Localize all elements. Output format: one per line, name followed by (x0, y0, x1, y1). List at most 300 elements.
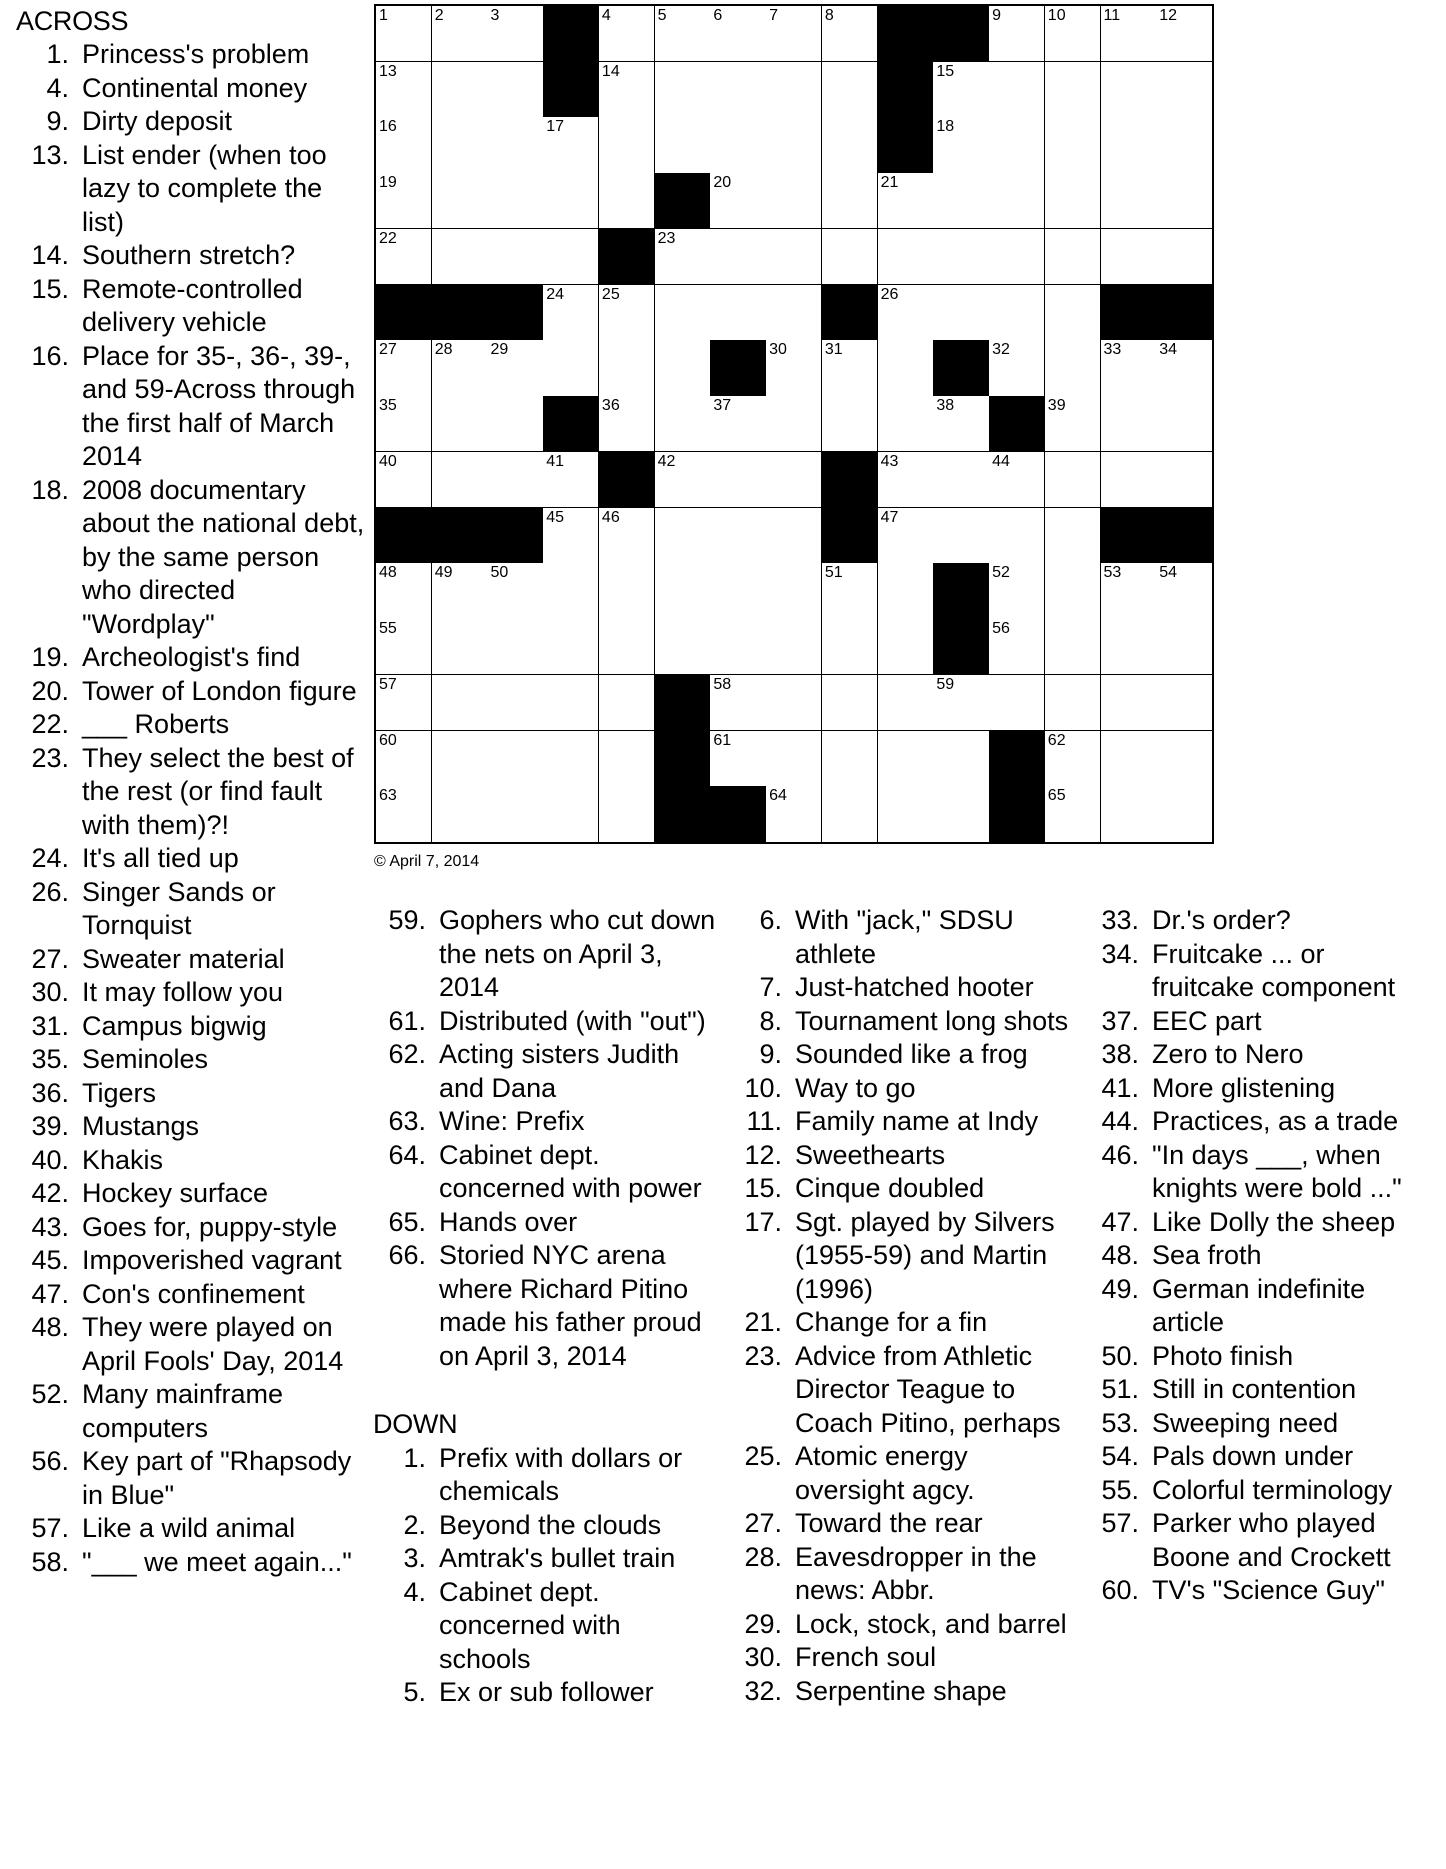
grid-cell[interactable] (989, 508, 1045, 564)
grid-cell[interactable] (822, 619, 878, 675)
grid-cell[interactable] (1045, 396, 1101, 452)
grid-cell[interactable] (1156, 229, 1212, 285)
clue-item (1097, 1139, 1432, 1206)
grid-cell[interactable] (487, 6, 543, 62)
grid-cell[interactable] (376, 396, 432, 452)
clue-item (740, 1206, 1080, 1307)
grid-cell[interactable] (655, 117, 711, 173)
clue-text: "In days ___, when knights were bold ..." (1152, 1139, 1402, 1203)
grid-cell[interactable] (710, 675, 766, 731)
grid-cell[interactable] (1101, 340, 1157, 396)
grid-cell[interactable] (376, 229, 432, 285)
clue-item (1097, 1440, 1432, 1474)
clue-number: 26. (31, 876, 69, 907)
grid-cell[interactable] (1045, 229, 1101, 285)
clue-text: Parker who played Boone and Crockett (1152, 1508, 1391, 1572)
grid-cell[interactable] (655, 285, 711, 341)
grid-cell[interactable] (1156, 62, 1212, 118)
grid-cell[interactable] (989, 340, 1045, 396)
grid-cell[interactable] (543, 173, 599, 229)
clue-number: 4. (403, 1576, 426, 1607)
clue-number: 50. (1101, 1340, 1139, 1371)
grid-cell[interactable] (710, 563, 766, 619)
cell-number: 4 (601, 7, 611, 24)
grid-cell[interactable] (878, 563, 934, 619)
clue-item (16, 1144, 366, 1178)
grid-cell[interactable] (1101, 396, 1157, 452)
grid-cell[interactable] (599, 731, 655, 787)
clue-text: List ender (when too lazy to complete the list) (82, 139, 327, 237)
grid-cell[interactable] (599, 285, 655, 341)
grid-cell[interactable] (878, 786, 934, 842)
clue-item (1097, 1239, 1432, 1273)
grid-block (655, 675, 711, 731)
clue-number: 18. (31, 474, 69, 505)
clue-item (16, 876, 366, 943)
clue-number: 57. (31, 1513, 69, 1543)
grid-cell[interactable] (432, 117, 488, 173)
clue-number: 6. (759, 905, 782, 935)
grid-cell[interactable] (878, 508, 934, 564)
cell-number: 58 (713, 675, 732, 693)
clue-text: It's all tied up (82, 843, 239, 873)
clue-number: 65. (388, 1206, 426, 1237)
cell-number: 53 (1103, 564, 1122, 582)
clue-text: TV's "Science Guy" (1152, 1575, 1385, 1605)
grid-cell[interactable] (543, 508, 599, 564)
grid-cell[interactable] (487, 619, 543, 675)
grid-cell[interactable] (1156, 6, 1212, 62)
grid-cell[interactable] (1156, 731, 1212, 787)
grid-cell[interactable] (878, 619, 934, 675)
grid-cell[interactable] (487, 173, 543, 229)
grid-cell[interactable] (822, 229, 878, 285)
clue-text: Gophers who cut down the nets on April 3, 2014 (439, 905, 716, 1002)
clue-number: 27. (31, 943, 69, 974)
grid-cell[interactable] (432, 6, 488, 62)
clue-number: 15. (31, 273, 69, 304)
grid-cell[interactable] (543, 452, 599, 508)
grid-cell[interactable] (432, 396, 488, 452)
grid-cell[interactable] (655, 340, 711, 396)
clue-text: Lock, stock, and barrel (795, 1608, 1067, 1639)
grid-cell[interactable] (1101, 117, 1157, 173)
grid-cell[interactable] (933, 229, 989, 285)
grid-cell[interactable] (599, 786, 655, 842)
grid-cell[interactable] (376, 563, 432, 619)
clue-number: 21. (744, 1307, 782, 1337)
grid-block (933, 563, 989, 619)
grid-cell[interactable] (543, 731, 599, 787)
clue-item (16, 943, 366, 977)
grid-cell[interactable] (710, 229, 766, 285)
clue-number: 52. (31, 1379, 69, 1409)
grid-cell[interactable] (1045, 452, 1101, 508)
grid-cell[interactable] (599, 396, 655, 452)
grid-cell[interactable] (1045, 285, 1101, 341)
grid-cell[interactable] (933, 62, 989, 118)
clue-number: 42. (31, 1178, 69, 1208)
grid-cell[interactable] (599, 6, 655, 62)
clue-item (740, 971, 1080, 1005)
clue-item (16, 139, 366, 240)
clue-number: 22. (31, 709, 69, 739)
grid-cell[interactable] (766, 173, 822, 229)
clue-text: Key part of "Rhapsody in Blue" (82, 1446, 352, 1510)
grid-cell[interactable] (989, 675, 1045, 731)
grid-cell[interactable] (1101, 62, 1157, 118)
grid-cell[interactable] (1156, 396, 1212, 452)
grid-cell[interactable] (487, 675, 543, 731)
grid-cell[interactable] (710, 508, 766, 564)
cell-number: 54 (1159, 564, 1178, 582)
clue-text: Family name at Indy (795, 1106, 1039, 1136)
grid-cell[interactable] (1045, 340, 1101, 396)
clue-text: Sweater material (82, 943, 285, 974)
grid-cell[interactable] (1045, 563, 1101, 619)
clue-number: 27. (744, 1508, 782, 1538)
clue-text: Photo finish (1152, 1340, 1294, 1371)
grid-cell[interactable] (655, 563, 711, 619)
clue-item (740, 904, 1080, 971)
grid-cell[interactable] (1045, 786, 1101, 842)
grid-cell[interactable] (432, 731, 488, 787)
grid-cell[interactable] (1045, 6, 1101, 62)
clue-number: 34. (1101, 938, 1139, 969)
grid-cell[interactable] (710, 619, 766, 675)
grid-cell[interactable] (487, 229, 543, 285)
grid-cell[interactable] (933, 173, 989, 229)
grid-cell[interactable] (766, 117, 822, 173)
clue-text: Con's confinement (82, 1278, 305, 1309)
cell-number: 37 (713, 397, 732, 415)
cell-number: 26 (880, 285, 899, 303)
cell-number: 34 (1159, 341, 1178, 359)
grid-cell[interactable] (432, 452, 488, 508)
grid-cell[interactable] (1101, 6, 1157, 62)
grid-cell[interactable] (376, 675, 432, 731)
grid-cell[interactable] (599, 117, 655, 173)
clue-number: 13. (31, 139, 69, 170)
down-clues-column-2 (740, 904, 1080, 1708)
crossword-grid[interactable] (374, 4, 1214, 844)
grid-cell[interactable] (655, 396, 711, 452)
clue-number: 56. (31, 1446, 69, 1476)
clue-number: 58. (31, 1546, 69, 1577)
grid-cell[interactable] (599, 563, 655, 619)
grid-cell[interactable] (1156, 619, 1212, 675)
grid-cell[interactable] (989, 563, 1045, 619)
grid-cell[interactable] (822, 396, 878, 452)
clue-item (1097, 904, 1432, 938)
grid-cell[interactable] (766, 229, 822, 285)
grid-cell[interactable] (878, 396, 934, 452)
grid-cell[interactable] (487, 62, 543, 118)
grid-cell[interactable] (432, 340, 488, 396)
grid-cell[interactable] (376, 173, 432, 229)
grid-cell[interactable] (878, 731, 934, 787)
grid-cell[interactable] (822, 117, 878, 173)
clue-number: 19. (31, 642, 69, 672)
grid-cell[interactable] (655, 62, 711, 118)
clue-text: Sweeping need (1152, 1407, 1339, 1438)
grid-cell[interactable] (1101, 452, 1157, 508)
grid-cell[interactable] (432, 619, 488, 675)
grid-cell[interactable] (1156, 563, 1212, 619)
grid-cell[interactable] (822, 786, 878, 842)
clue-number: 8. (759, 1005, 782, 1036)
grid-cell[interactable] (1101, 786, 1157, 842)
grid-block (822, 508, 878, 564)
grid-cell[interactable] (989, 62, 1045, 118)
grid-cell[interactable] (487, 117, 543, 173)
grid-cell[interactable] (822, 6, 878, 62)
grid-cell[interactable] (766, 619, 822, 675)
grid-cell[interactable] (432, 563, 488, 619)
grid-cell[interactable] (933, 786, 989, 842)
clue-number: 55. (1101, 1474, 1139, 1505)
grid-block (878, 117, 934, 173)
grid-cell[interactable] (1156, 173, 1212, 229)
clue-number: 23. (744, 1340, 782, 1371)
clue-text: Impoverished vagrant (82, 1245, 342, 1275)
grid-cell[interactable] (822, 173, 878, 229)
grid-cell[interactable] (655, 508, 711, 564)
grid-cell[interactable] (655, 452, 711, 508)
grid-cell[interactable] (1045, 117, 1101, 173)
clue-text: German indefinite article (1152, 1273, 1366, 1337)
grid-cell[interactable] (933, 452, 989, 508)
grid-cell[interactable] (432, 173, 488, 229)
cell-number: 20 (713, 174, 732, 192)
grid-cell[interactable] (1101, 229, 1157, 285)
grid-cell[interactable] (432, 675, 488, 731)
clue-number: 1. (46, 39, 69, 69)
cell-number: 47 (880, 508, 899, 526)
grid-cell[interactable] (655, 619, 711, 675)
grid-block (933, 6, 989, 62)
clue-text: Remote-controlled delivery vehicle (82, 273, 303, 337)
grid-cell[interactable] (599, 619, 655, 675)
grid-cell[interactable] (432, 786, 488, 842)
clue-item (373, 904, 718, 1005)
grid-cell[interactable] (710, 6, 766, 62)
clue-item (740, 1005, 1080, 1039)
clue-text: Cabinet dept. concerned with schools (439, 1576, 621, 1674)
grid-cell[interactable] (487, 340, 543, 396)
clue-text: Advice from Athletic Director Teague to Coach Pitino, perhaps (795, 1340, 1061, 1438)
cell-number: 7 (769, 7, 779, 24)
grid-cell[interactable] (933, 396, 989, 452)
grid-cell[interactable] (376, 619, 432, 675)
grid-cell[interactable] (989, 285, 1045, 341)
clue-item (740, 1641, 1080, 1675)
grid-cell[interactable] (599, 508, 655, 564)
clue-number: 54. (1101, 1441, 1139, 1471)
grid-cell[interactable] (878, 173, 934, 229)
grid-cell[interactable] (432, 229, 488, 285)
grid-cell[interactable] (1045, 731, 1101, 787)
grid-cell[interactable] (822, 731, 878, 787)
grid-cell[interactable] (710, 117, 766, 173)
grid-cell[interactable] (1045, 508, 1101, 564)
clue-number: 40. (31, 1144, 69, 1175)
grid-cell[interactable] (487, 563, 543, 619)
grid-cell[interactable] (710, 396, 766, 452)
clue-number: 31. (31, 1010, 69, 1041)
grid-cell[interactable] (543, 563, 599, 619)
clue-text: Wine: Prefix (439, 1106, 585, 1136)
grid-cell[interactable] (822, 563, 878, 619)
clue-text: Toward the rear (795, 1508, 983, 1538)
clue-text: Khakis (82, 1144, 164, 1175)
grid-cell[interactable] (822, 340, 878, 396)
grid-cell[interactable] (878, 340, 934, 396)
grid-cell[interactable] (766, 340, 822, 396)
cell-number: 45 (546, 508, 564, 526)
clue-text: Way to go (795, 1072, 916, 1103)
grid-cell[interactable] (766, 563, 822, 619)
clue-item (1097, 1407, 1432, 1441)
grid-cell[interactable] (766, 62, 822, 118)
grid-cell[interactable] (599, 62, 655, 118)
grid-cell[interactable] (989, 173, 1045, 229)
clue-item (16, 72, 366, 106)
grid-cell[interactable] (766, 6, 822, 62)
cell-number: 49 (434, 564, 453, 582)
grid-cell[interactable] (1045, 619, 1101, 675)
cell-number: 55 (379, 620, 397, 638)
grid-cell[interactable] (766, 786, 822, 842)
grid-cell[interactable] (933, 508, 989, 564)
grid-cell[interactable] (933, 675, 989, 731)
clue-item (373, 1542, 718, 1576)
grid-cell[interactable] (822, 62, 878, 118)
grid-block (655, 173, 711, 229)
clue-number: 11. (746, 1106, 782, 1136)
grid-cell[interactable] (655, 229, 711, 285)
grid-cell[interactable] (766, 508, 822, 564)
grid-cell[interactable] (710, 452, 766, 508)
grid-cell[interactable] (766, 731, 822, 787)
grid-cell[interactable] (376, 62, 432, 118)
grid-cell[interactable] (1156, 340, 1212, 396)
grid-cell[interactable] (1045, 62, 1101, 118)
grid-cell[interactable] (599, 340, 655, 396)
cell-number: 61 (713, 731, 732, 749)
grid-cell[interactable] (1101, 675, 1157, 731)
grid-cell[interactable] (933, 285, 989, 341)
cell-number: 10 (1047, 7, 1066, 24)
clue-number: 4. (46, 72, 69, 103)
grid-cell[interactable] (1101, 173, 1157, 229)
grid-cell[interactable] (543, 786, 599, 842)
clue-text: Hockey surface (82, 1178, 269, 1208)
grid-cell[interactable] (989, 452, 1045, 508)
grid-cell[interactable] (710, 731, 766, 787)
clue-item (373, 1509, 718, 1543)
grid-cell[interactable] (599, 675, 655, 731)
grid-cell[interactable] (543, 229, 599, 285)
grid-cell[interactable] (655, 6, 711, 62)
clue-item (16, 1546, 366, 1580)
grid-cell[interactable] (599, 173, 655, 229)
grid-cell[interactable] (710, 173, 766, 229)
clue-number: 51. (1101, 1374, 1139, 1404)
grid-cell[interactable] (989, 117, 1045, 173)
grid-cell[interactable] (1156, 675, 1212, 731)
grid-cell[interactable] (766, 285, 822, 341)
grid-cell[interactable] (766, 452, 822, 508)
grid-cell[interactable] (766, 396, 822, 452)
cell-number: 38 (936, 397, 955, 415)
grid-cell[interactable] (543, 285, 599, 341)
grid-cell[interactable] (543, 675, 599, 731)
grid-cell[interactable] (543, 619, 599, 675)
grid-cell[interactable] (487, 396, 543, 452)
clue-item (740, 1072, 1080, 1106)
down-clue-list-1 (373, 1442, 718, 1710)
clue-number: 41. (1101, 1072, 1139, 1103)
grid-cell[interactable] (1101, 563, 1157, 619)
grid-cell[interactable] (376, 452, 432, 508)
grid-cell[interactable] (376, 731, 432, 787)
grid-cell[interactable] (710, 62, 766, 118)
grid-cell[interactable] (989, 619, 1045, 675)
grid-cell[interactable] (1045, 675, 1101, 731)
grid-cell[interactable] (1101, 731, 1157, 787)
grid-cell[interactable] (432, 62, 488, 118)
cell-number: 31 (824, 341, 843, 359)
grid-cell[interactable] (878, 229, 934, 285)
cell-number: 27 (379, 341, 397, 359)
grid-cell[interactable] (1156, 452, 1212, 508)
grid-cell[interactable] (1101, 619, 1157, 675)
clue-number: 2. (403, 1509, 426, 1540)
clue-item (1097, 1105, 1432, 1139)
grid-cell[interactable] (878, 452, 934, 508)
grid-cell[interactable] (933, 117, 989, 173)
grid-cell[interactable] (543, 117, 599, 173)
clue-item (373, 1105, 718, 1139)
grid-cell[interactable] (543, 340, 599, 396)
grid-cell[interactable] (376, 786, 432, 842)
grid-cell[interactable] (878, 285, 934, 341)
grid-cell[interactable] (376, 117, 432, 173)
grid-cell[interactable] (710, 285, 766, 341)
grid-cell[interactable] (822, 675, 878, 731)
grid-cell[interactable] (766, 675, 822, 731)
grid-cell[interactable] (1156, 786, 1212, 842)
grid-block (655, 786, 711, 842)
grid-cell[interactable] (376, 340, 432, 396)
grid-cell[interactable] (1045, 173, 1101, 229)
cell-number: 60 (379, 731, 397, 749)
grid-cell[interactable] (989, 6, 1045, 62)
grid-cell[interactable] (487, 786, 543, 842)
grid-cell[interactable] (1156, 117, 1212, 173)
grid-cell[interactable] (878, 675, 934, 731)
clue-item (740, 1306, 1080, 1340)
clue-item (740, 1440, 1080, 1507)
grid-cell[interactable] (933, 731, 989, 787)
grid-cell[interactable] (989, 229, 1045, 285)
clue-number: 20. (31, 675, 69, 706)
grid-cell[interactable] (487, 731, 543, 787)
grid-cell[interactable] (487, 452, 543, 508)
grid-cell[interactable] (376, 6, 432, 62)
clue-number: 32. (744, 1675, 782, 1706)
